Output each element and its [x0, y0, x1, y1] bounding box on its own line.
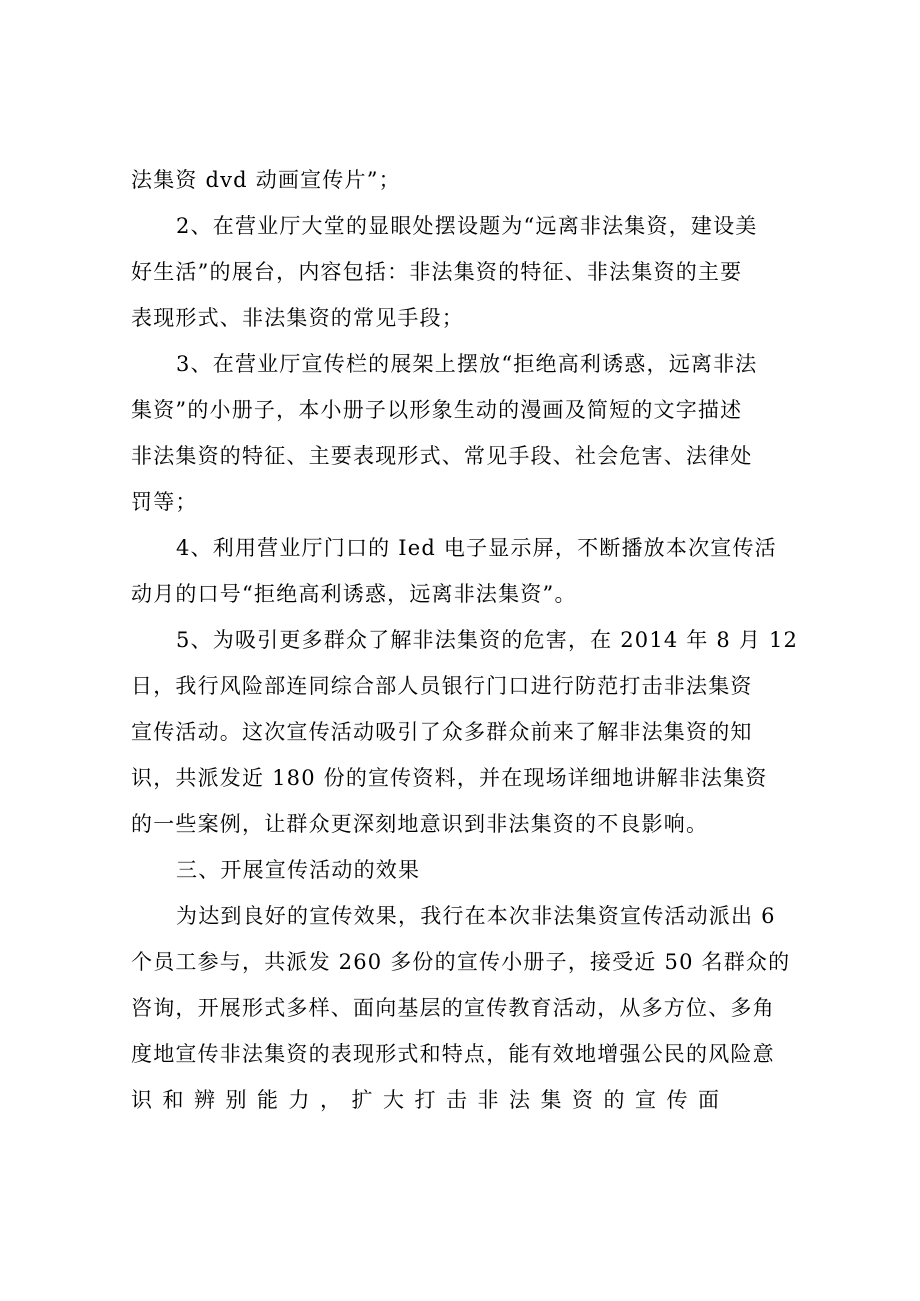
paragraph-line: 咨询，开展形式多样、面向基层的宣传教育活动，从多方位、多角	[131, 996, 775, 1020]
paragraph-line: 日，我行风险部连同综合部人员银行门口进行防范打击非法集资	[131, 674, 753, 698]
paragraph-line: 表现形式、非法集资的常见手段；	[131, 306, 464, 330]
paragraph-line: 宣传活动。这次宣传活动吸引了众多群众前来了解非法集资的知	[131, 720, 753, 744]
paragraph-line: 为达到良好的宣传效果，我行在本次非法集资宣传活动派出 6	[176, 904, 776, 928]
paragraph-line: 动月的口号“拒绝高利诱惑，远离非法集资”。	[131, 582, 577, 606]
paragraph-line: 识，共派发近 180 份的宣传资料，并在现场详细地讲解非法集资	[131, 766, 768, 790]
paragraph-line: 罚等；	[131, 490, 198, 514]
paragraph-line: 法集资 dvd 动画宣传片”；	[131, 168, 401, 192]
paragraph-line: 好生活”的展台，内容包括：非法集资的特征、非法集资的主要	[131, 260, 743, 284]
paragraph-line: 4、利用营业厅门口的 Ied 电子显示屏，不断播放本次宣传活	[176, 536, 777, 560]
paragraph-line: 非法集资的特征、主要表现形式、常见手段、社会危害、法律处	[131, 444, 753, 468]
section-heading: 三、开展宣传活动的效果	[176, 858, 421, 882]
paragraph-line: 2、在营业厅大堂的显眼处摆设题为“远离非法集资，建设美	[176, 214, 758, 238]
paragraph-line: 5、为吸引更多群众了解非法集资的危害，在 2014 年 8 月 12	[176, 628, 799, 652]
paragraph-line: 个员工参与，共派发 260 多份的宣传小册子，接受近 50 名群众的	[131, 950, 791, 974]
paragraph-line: 的一些案例，让群众更深刻地意识到非法集资的不良影响。	[131, 812, 709, 836]
paragraph-line: 度地宣传非法集资的表现形式和特点，能有效地增强公民的风险意	[131, 1042, 775, 1066]
paragraph-line: 识和辨别能力，扩大打击非法集资的宣传面	[131, 1088, 730, 1112]
paragraph-line: 集资”的小册子，本小册子以形象生动的漫画及简短的文字描述	[131, 398, 743, 422]
paragraph-line: 3、在营业厅宣传栏的展架上摆放“拒绝高利诱惑，远离非法	[176, 352, 758, 376]
